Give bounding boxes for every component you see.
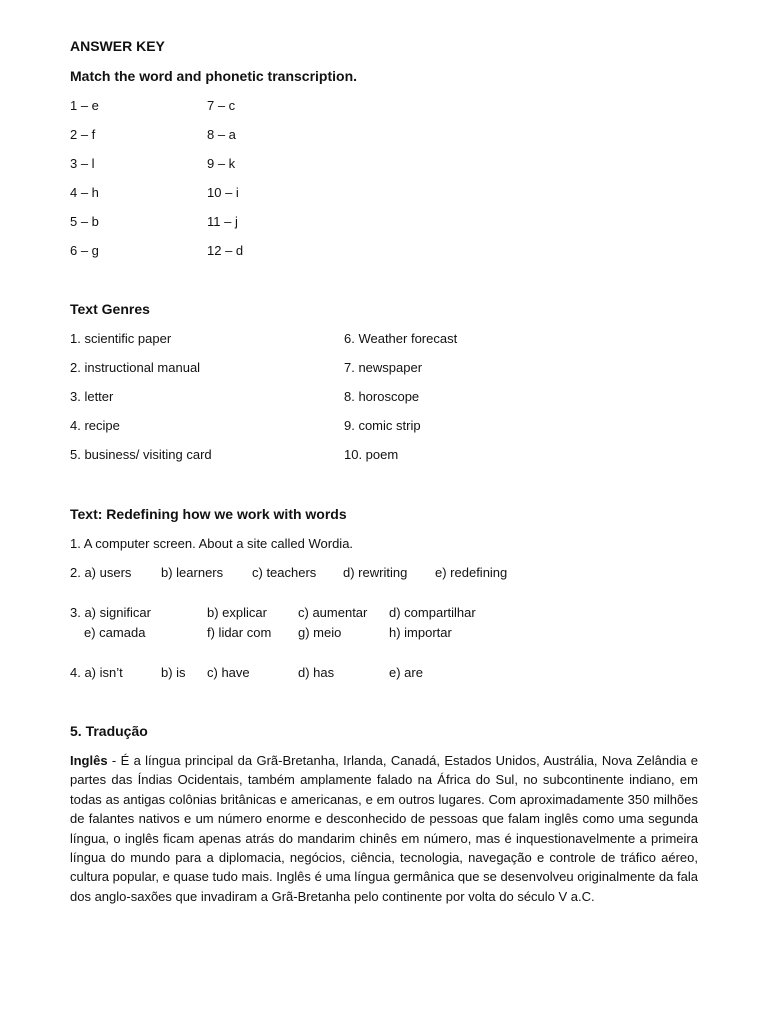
answer-q3-item: g) meio xyxy=(298,625,342,640)
genre-item: 8. horoscope xyxy=(344,389,420,404)
answer-q2-item: c) teachers xyxy=(252,565,317,580)
traducao-lead-word: Inglês xyxy=(70,753,108,768)
traducao-body: - É a língua principal da Grã-Bretanha, Irlanda, Canadá, Estados Unidos, Austrália, Nova Zelândia e partes das Índias Ocidentais, também amplamente falado na África do Sul, no subcontinente indiano, em todas as antigas colônias britânicas e americanas, e em outros lugares. Com aproximadamente 350 milhões de falantes nativos e um número enorme e desconhecido de pessoas que falam inglês como uma segunda língua, o inglês ficam apenas atrás do mandarim chinês em número, mas é inquestionavelmente a primeira língua do mundo para a diplomacia, negócios, ciência, tecnologia, navegação e controle de tráfico aéreo, cultura popular, e quase tudo mais. Inglês é uma língua germânica que se desenvolveu originalmente da fala dos anglo-saxões que invadiram a Grã-Bretanha pelo continente por volta do século V a.C. xyxy=(70,753,698,904)
answer-q4-item: 4. a) isn’t xyxy=(70,665,123,680)
answer-q3-item: b) explicar xyxy=(207,605,267,620)
genre-item: 10. poem xyxy=(344,447,399,462)
traducao-heading: 5. Tradução xyxy=(70,723,148,739)
answer-q2-item: e) redefining xyxy=(435,565,508,580)
answer-q3-item: e) camada xyxy=(84,625,146,640)
match-answer: 5 – b xyxy=(70,214,99,229)
genre-item: 1. scientific paper xyxy=(70,331,172,346)
genre-item: 4. recipe xyxy=(70,418,120,433)
match-answer: 8 – a xyxy=(207,127,236,142)
answer-q3-item: d) compartilhar xyxy=(389,605,476,620)
match-answer: 1 – e xyxy=(70,98,99,113)
answer-q3-item: c) aumentar xyxy=(298,605,368,620)
match-answer: 12 – d xyxy=(207,243,244,258)
match-answer: 10 – i xyxy=(207,185,239,200)
genre-item: 3. letter xyxy=(70,389,114,404)
answer-q3-item: 3. a) significar xyxy=(70,605,151,620)
answer-q3-item: f) lidar com xyxy=(207,625,272,640)
match-answer: 11 – j xyxy=(207,214,238,229)
genre-item: 7. newspaper xyxy=(344,360,423,375)
answer-q1: 1. A computer screen. About a site called Wordia. xyxy=(70,536,354,551)
match-answer: 3 – l xyxy=(70,156,95,171)
answer-q4-item: b) is xyxy=(161,665,186,680)
answer-q2-item: 2. a) users xyxy=(70,565,132,580)
answer-q3-item: h) importar xyxy=(389,625,452,640)
answer-q4-item: e) are xyxy=(389,665,423,680)
match-answer: 2 – f xyxy=(70,127,96,142)
match-answer: 4 – h xyxy=(70,185,99,200)
genre-item: 2. instructional manual xyxy=(70,360,201,375)
match-answer: 7 – c xyxy=(207,98,236,113)
answer-q2-item: d) rewriting xyxy=(343,565,408,580)
answer-q2-item: b) learners xyxy=(161,565,224,580)
genre-item: 9. comic strip xyxy=(344,418,421,433)
match-answer: 9 – k xyxy=(207,156,236,171)
genre-item: 6. Weather forecast xyxy=(344,331,458,346)
answer-q4-item: c) have xyxy=(207,665,250,680)
answer-q4-item: d) has xyxy=(298,665,335,680)
text-genres-heading: Text Genres xyxy=(70,301,150,317)
genre-item: 5. business/ visiting card xyxy=(70,447,212,462)
match-heading: Match the word and phonetic transcription. xyxy=(70,68,358,84)
traducao-paragraph xyxy=(70,751,698,906)
text-section-heading: Text: Redefining how we work with words xyxy=(70,506,347,522)
page-title: ANSWER KEY xyxy=(70,38,165,54)
match-answer: 6 – g xyxy=(70,243,99,258)
